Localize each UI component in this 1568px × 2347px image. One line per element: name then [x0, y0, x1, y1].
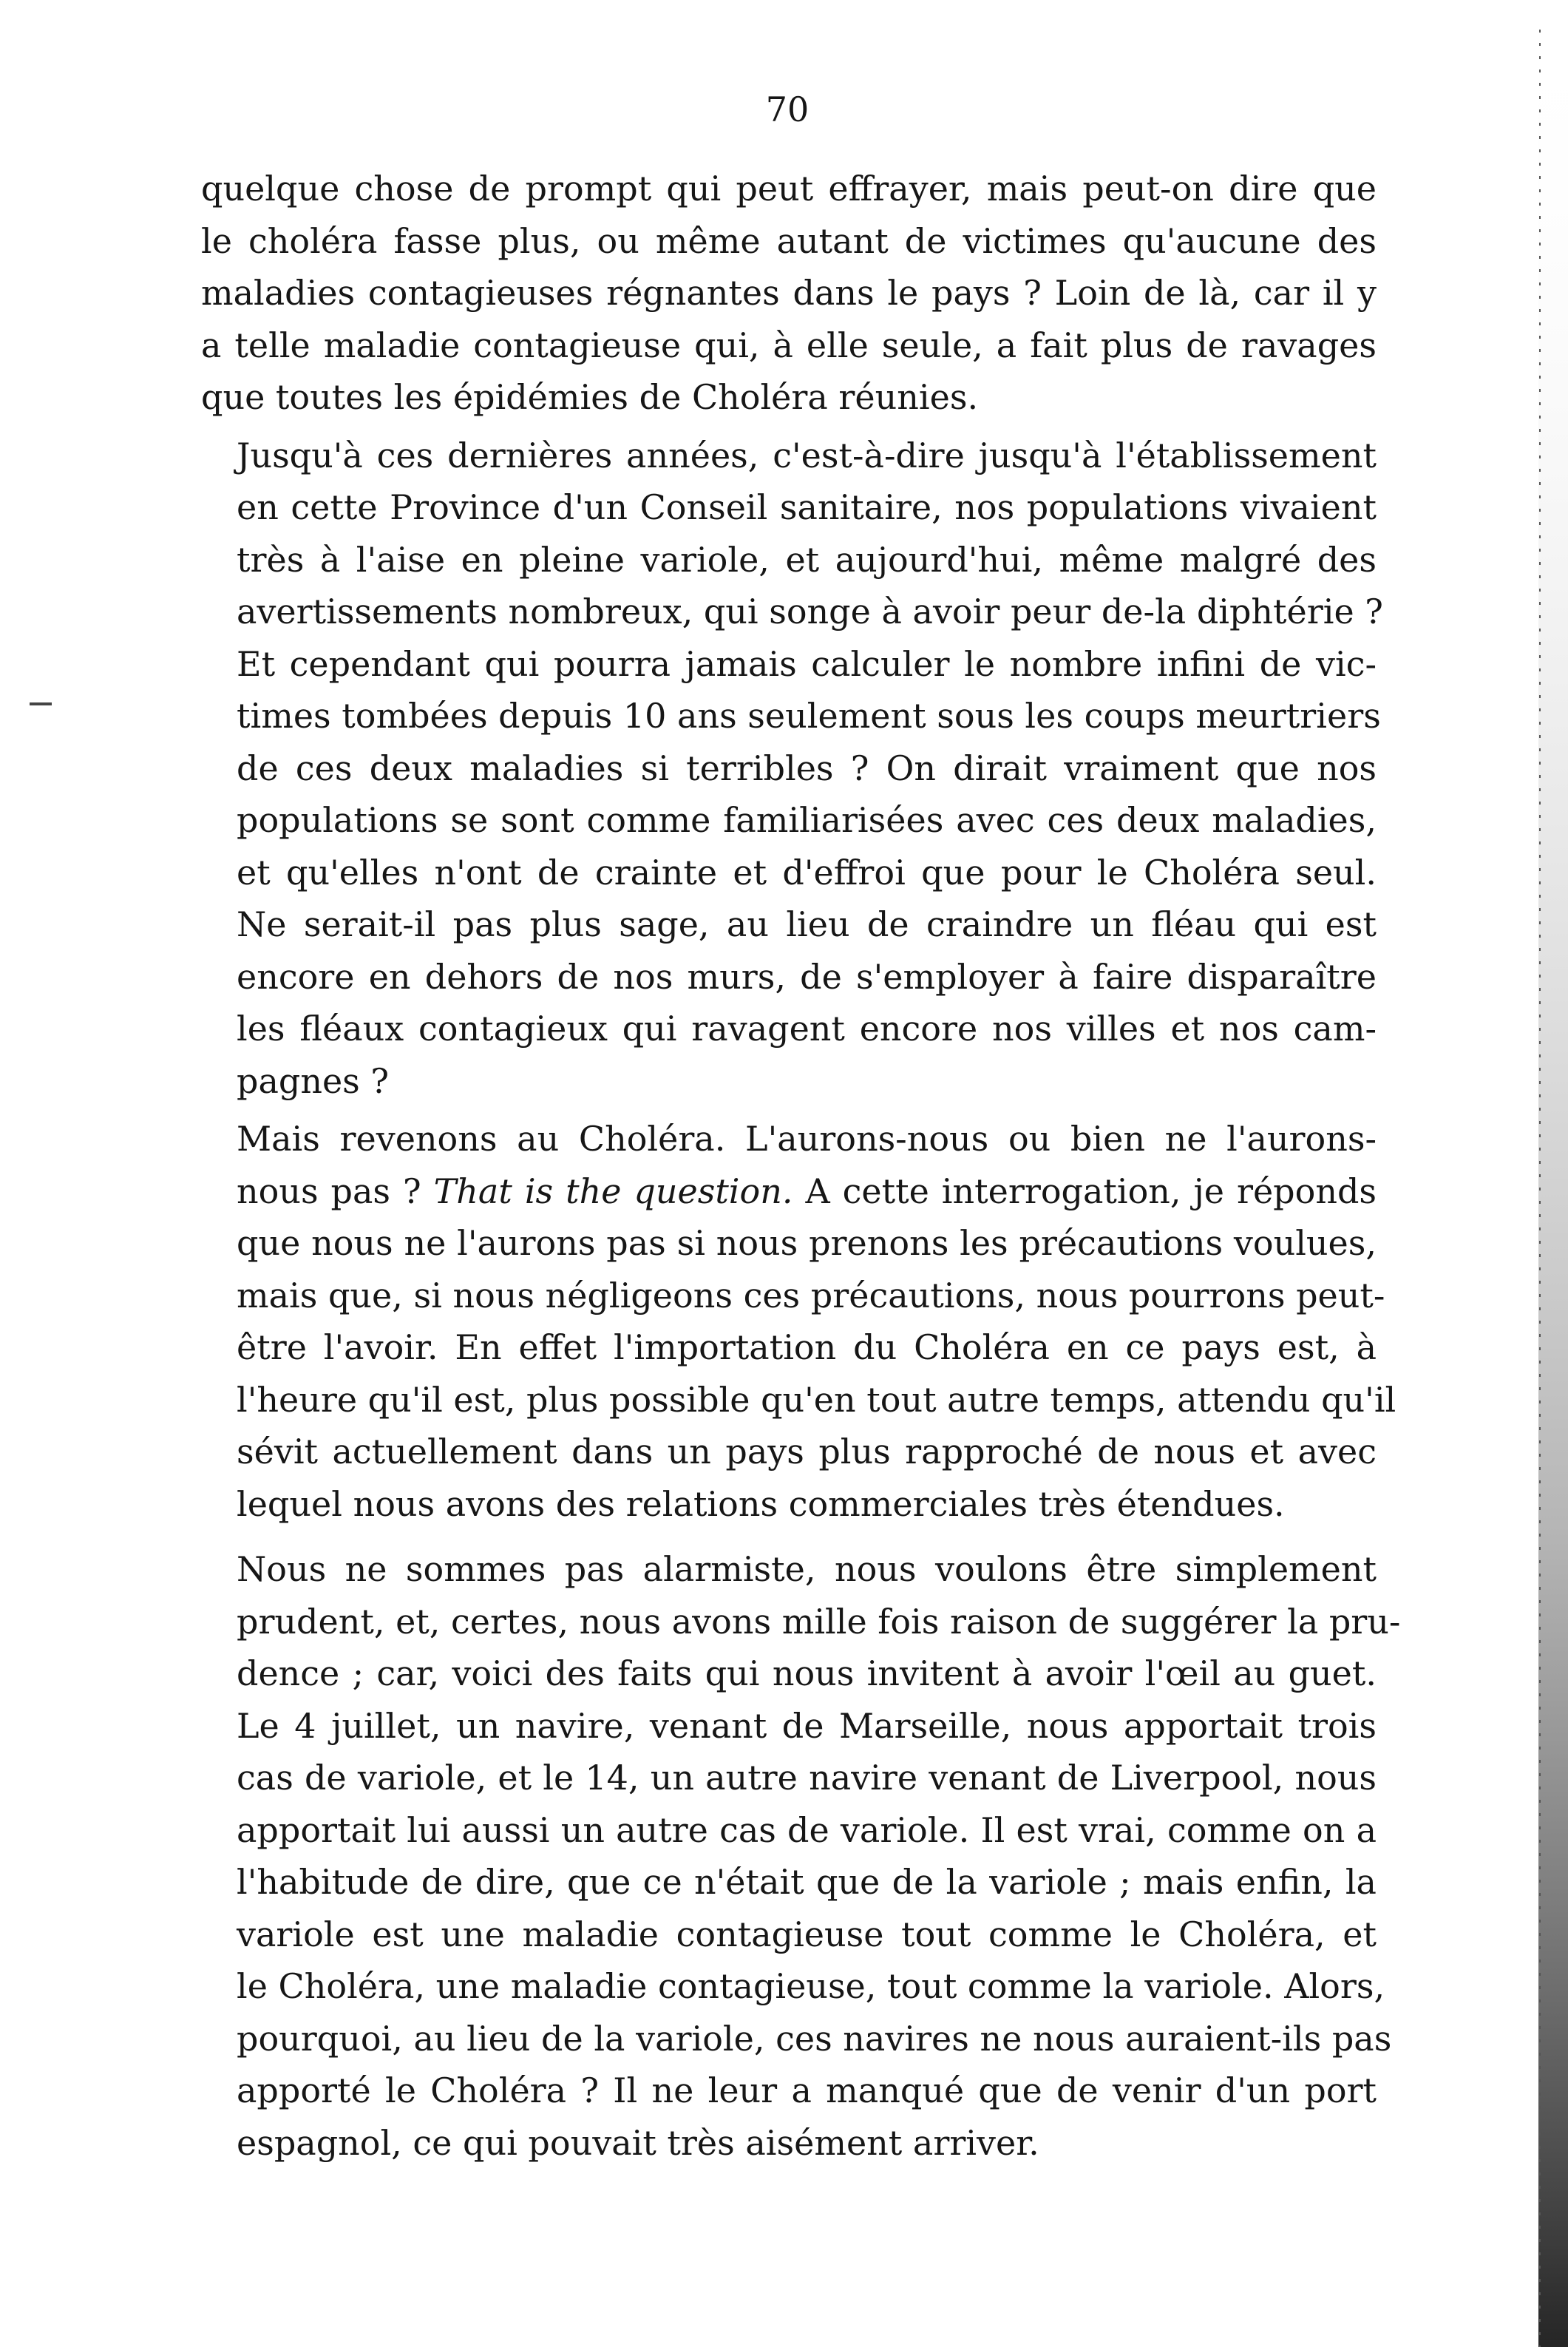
- text-line: apporté le Choléra ? Il ne leur a manqué que de venir d'un port: [237, 2070, 1377, 2110]
- text-line: lequel nous avons des relations commerciales très étendues.: [237, 1483, 1285, 1524]
- text-line: Jusqu'à ces dernières années, c'est-à-dire jusqu'à l'établissement: [237, 435, 1377, 475]
- text-line: l'habitude de dire, que ce n'était que de la variole ; mais enfin, la: [237, 1862, 1377, 1902]
- text-line: pourquoi, au lieu de la variole, ces navires ne nous auraient-ils pas: [237, 2018, 1392, 2059]
- text-line: encore en dehors de nos murs, de s'employer à faire disparaître: [237, 956, 1377, 997]
- paragraph: [201, 163, 1377, 424]
- paragraph: [201, 1113, 1396, 1530]
- text-line: pagnes ?: [237, 1060, 390, 1101]
- text-line: de ces deux maladies si terribles ? On dirait vraiment que nos: [237, 748, 1377, 788]
- text-line: l'heure qu'il est, plus possible qu'en tout autre temps, attendu qu'il: [237, 1379, 1396, 1420]
- paragraph: [201, 1543, 1401, 2169]
- text-line: avertissements nombreux, qui songe à avoir peur de-la diphtérie ?: [237, 592, 1383, 631]
- italic-phrase: That is the question.: [433, 1171, 793, 1211]
- text-line: en cette Province d'un Conseil sanitaire, nos populations vivaient: [237, 487, 1377, 527]
- text-line: times tombées depuis 10 ans seulement sous les coups meurtriers: [237, 696, 1381, 736]
- text-line: variole est une maladie contagieuse tout comme le Choléra, et: [237, 1914, 1377, 1954]
- text-line: prudent, et, certes, nous avons mille fois raison de suggérer la pru-: [237, 1601, 1401, 1642]
- text-line: sévit actuellement dans un pays plus rapproché de nous et avec: [237, 1432, 1377, 1471]
- text-line: a telle maladie contagieuse qui, à elle seule, a fait plus de ravages: [201, 325, 1377, 365]
- text-line: que nous ne l'aurons pas si nous prenons les précautions voulues,: [237, 1223, 1377, 1263]
- text-line: quelque chose de prompt qui peut effrayer, mais peut-on dire que: [201, 169, 1377, 209]
- text-line: dence ; car, voici des faits qui nous invitent à avoir l'œil au guet.: [237, 1653, 1377, 1693]
- text-line: les fléaux contagieux qui ravagent encore nos villes et nos cam-: [237, 1009, 1377, 1049]
- text-line: Et cependant qui pourra jamais calculer le nombre infini de vic-: [237, 643, 1377, 684]
- text-line: Mais revenons au Choléra. L'aurons-nous ou bien ne l'aurons-: [237, 1119, 1377, 1159]
- text-line: mais que, si nous négligeons ces précautions, nous pourrons peut-: [237, 1275, 1385, 1315]
- body-text: [201, 163, 1401, 2169]
- text-line: Ne serait-il pas plus sage, au lieu de craindre un fléau qui est: [237, 904, 1377, 944]
- text-line: nous pas ? That is the question. A cette interrogation, je réponds: [237, 1171, 1377, 1211]
- text-line: Nous ne sommes pas alarmiste, nous voulons être simplement: [237, 1549, 1377, 1589]
- paragraph: [201, 430, 1383, 1108]
- text-line: cas de variole, et le 14, un autre navire venant de Liverpool, nous: [237, 1758, 1377, 1798]
- text-line: populations se sont comme familiarisées avec ces deux maladies,: [237, 800, 1377, 840]
- page-number: 70: [765, 89, 810, 129]
- text-line: le Choléra, une maladie contagieuse, tout comme la variole. Alors,: [237, 1966, 1385, 2006]
- page-edge-shadow: [1501, 0, 1568, 2347]
- text-line: très à l'aise en pleine variole, et aujourd'hui, même malgré des: [237, 539, 1377, 580]
- text-line: Le 4 juillet, un navire, venant de Marseille, nous apportait trois: [237, 1705, 1377, 1746]
- text-line: que toutes les épidémies de Choléra réunies.: [201, 377, 979, 417]
- text-line: maladies contagieuses régnantes dans le pays ? Loin de là, car il y: [201, 273, 1377, 313]
- text-line: apportait lui aussi un autre cas de variole. Il est vrai, comme on a: [237, 1809, 1377, 1850]
- text-line: espagnol, ce qui pouvait très aisément arriver.: [237, 2122, 1039, 2163]
- margin-mark: [30, 702, 52, 705]
- text-line: être l'avoir. En effet l'importation du Choléra en ce pays est, à: [237, 1327, 1377, 1367]
- text-line: et qu'elles n'ont de crainte et d'effroi que pour le Choléra seul.: [237, 852, 1377, 893]
- text-line: le choléra fasse plus, ou même autant de victimes qu'aucune des: [201, 220, 1377, 261]
